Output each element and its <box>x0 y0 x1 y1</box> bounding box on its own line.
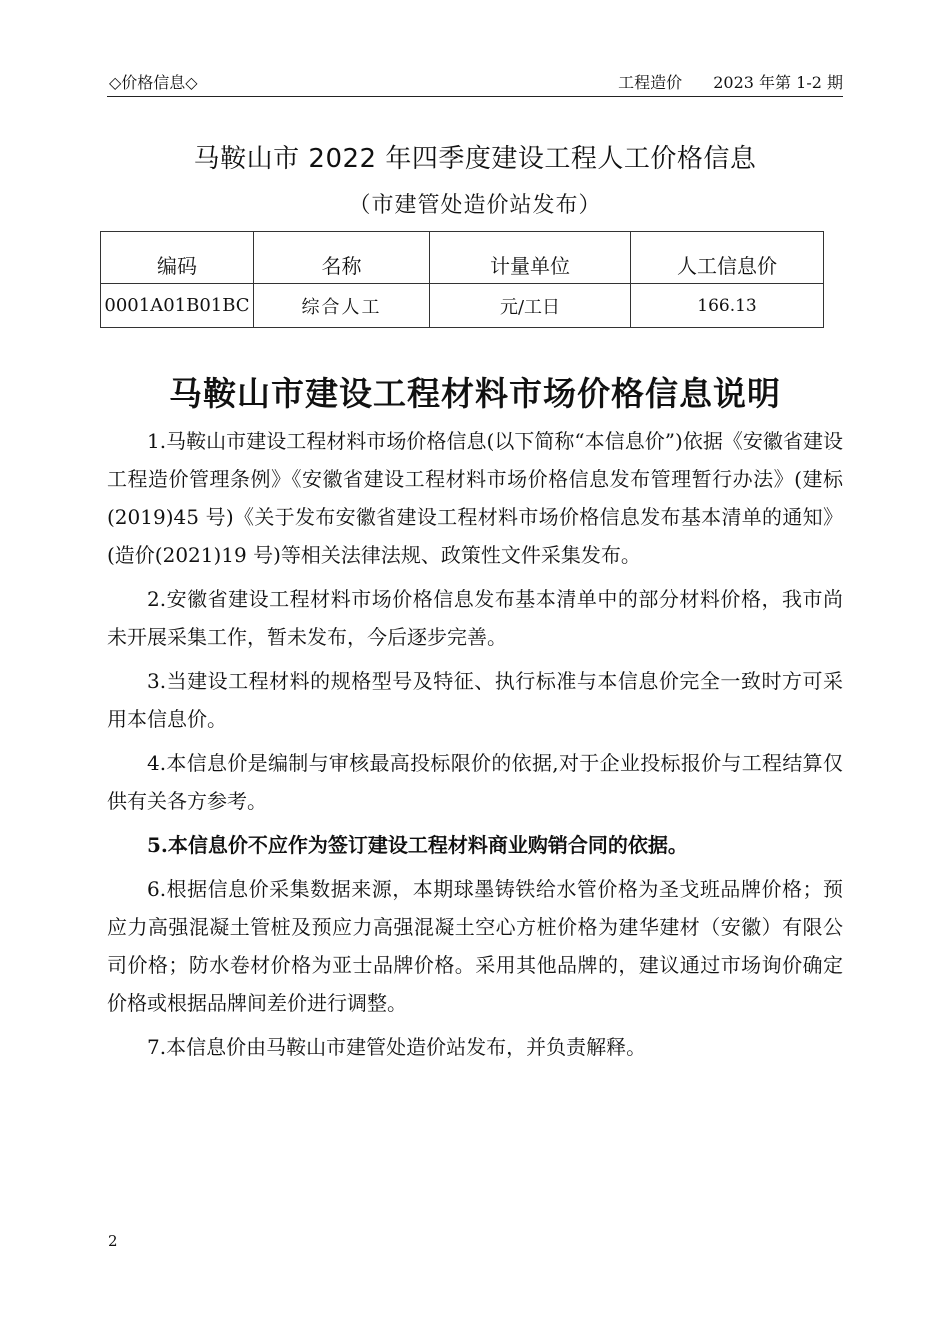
notes-title: 马鞍山市建设工程材料市场价格信息说明 <box>169 374 781 413</box>
table-row <box>101 284 824 328</box>
cell-unit: 元/工日 <box>430 284 631 328</box>
page-number: 2 <box>108 1232 118 1250</box>
note-paragraph: 5.本信息价不应作为签订建设工程材料商业购销合同的依据。 <box>147 833 688 857</box>
column-header-name: 名称 <box>254 232 430 284</box>
publisher-subtitle: （市建管处造价站发布） <box>348 193 602 218</box>
section-label: ◇价格信息◇ <box>109 73 198 92</box>
column-header-price: 人工信息价 <box>631 232 824 284</box>
notes-body <box>107 422 843 1072</box>
note-paragraph: 4.本信息价是编制与审核最高投标限价的依据,对于企业投标报价与工程结算仅供有关各方参考。 <box>107 751 843 813</box>
cell-code: 0001A01B01BC <box>101 284 254 328</box>
page-header <box>107 66 843 97</box>
column-header-unit: 计量单位 <box>430 232 631 284</box>
issue-number: 2023 年第 1-2 期 <box>713 73 843 92</box>
note-paragraph: 7.本信息价由马鞍山市建管处造价站发布，并负责解释。 <box>147 1035 647 1059</box>
note-paragraph: 3.当建设工程材料的规格型号及特征、执行标准与本信息价完全一致时方可采用本信息价。 <box>107 669 843 731</box>
labor-price-table <box>100 231 824 328</box>
table-header-row <box>101 232 824 284</box>
journal-name: 工程造价 <box>618 73 683 92</box>
column-header-code: 编码 <box>101 232 254 284</box>
note-paragraph: 6.根据信息价采集数据来源，本期球墨铸铁给水管价格为圣戈班品牌价格；预应力高强混凝土管桩及预应力高强混凝土空心方桩价格为建华建材（安徽）有限公司价格；防水卷材价格为亚士品牌价格。采用其他品牌的，建议通过市场询价确定价格或根据品牌间差价进行调整。 <box>107 877 843 1015</box>
labor-price-title: 马鞍山市 2022 年四季度建设工程人工价格信息 <box>193 144 757 174</box>
journal-info <box>618 70 843 93</box>
cell-price: 166.13 <box>631 284 824 328</box>
cell-name: 综合人工 <box>254 284 430 328</box>
note-paragraph: 2.安徽省建设工程材料市场价格信息发布基本清单中的部分材料价格，我市尚未开展采集工作，暂未发布，今后逐步完善。 <box>107 587 843 649</box>
note-paragraph: 1.马鞍山市建设工程材料市场价格信息(以下简称“本信息价”)依据《安徽省建设工程造价管理条例》《安徽省建设工程材料市场价格信息发布管理暂行办法》(建标(2019)45 号)《关于发布安徽省建设工程材料市场价格信息发布基本清单的通知》(造价(2021)19 号)等相关法律法规、政策性文件采集发布。 <box>107 429 843 567</box>
